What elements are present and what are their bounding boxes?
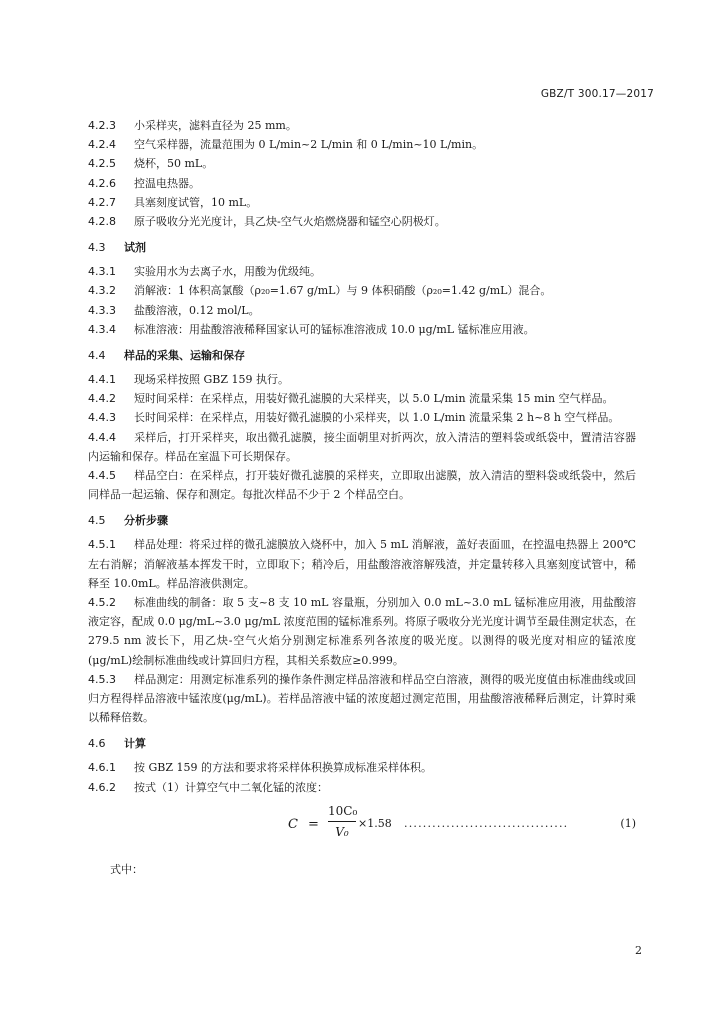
list-item: 4.6.1 按 GBZ 159 的方法和要求将采样体积换算成标准采样体积。 — [88, 761, 432, 775]
list-item: 4.6.2 按式（1）计算空气中二氧化锰的浓度： — [88, 780, 328, 794]
list-item: 4.5.2 标准曲线的制备：取 5 支~8 支 10 mL 容量瓶，分别加入 0.0 mL~3.0 mL 锰标准应用液，用盐酸溶液定容，配成 0.0 μg/mL~3.0 μg/mL 浓度范围的锰标准系列。将原子吸收分光光度计调节至最佳测定状态，在 279.5 nm 波长下，用乙炔-空气火焰分别测定标准系列各浓度的吸光度。以测得的吸光度对相应的锰浓度(μg/mL)绘制标准曲线或计算回归方程，其相关系数应≥0.999。 — [88, 596, 636, 667]
list-item: 4.3.1 实验用水为去离子水，用酸为优级纯。 — [88, 265, 321, 279]
list-item: 4.2.4 空气采样器，流量范围为 0 L/min~2 L/min 和 0 L/min~10 L/min。 — [88, 138, 484, 152]
fraction-bar — [328, 821, 356, 822]
list-item: 4.4.4 采样后，打开采样夹，取出微孔滤膜，接尘面朝里对折两次，放入清洁的塑料袋或纸袋中，置清洁容器内运输和保存。样品在室温下可长期保存。 — [88, 430, 636, 463]
list-item: 4.2.5 烧杯，50 mL。 — [88, 157, 214, 171]
list-item: 4.2.7 具塞刻度试管，10 mL。 — [88, 195, 258, 209]
formula-leader-dots: ................................... — [404, 816, 569, 830]
formula-numerator: 10C₀ — [328, 803, 358, 818]
formula-number: (1) — [620, 816, 636, 830]
formula-equals: = — [308, 816, 319, 832]
formula-fraction — [328, 803, 356, 840]
list-item: 4.3.2 消解液：1 体积高氯酸（ρ₂₀=1.67 g/mL）与 9 体积硝酸（ρ₂₀=1.42 g/mL）混合。 — [88, 284, 552, 298]
list-item: 4.3.3 盐酸溶液，0.12 mol/L。 — [88, 303, 260, 317]
list-item: 4.2.3 小采样夹，滤料直径为 25 mm。 — [88, 119, 297, 132]
formula-lhs: C — [288, 816, 298, 832]
list-item: 4.5.1 样品处理：将采过样的微孔滤膜放入烧杯中，加入 5 mL 消解液，盖好表面皿，在控温电热器上 200℃左右消解；消解液基本挥发干时，立即取下；稍冷后，用盐酸溶液溶解残渣，并定量转移入具塞刻度试管中，稀释至 10.0mL。样品溶液供测定。 — [88, 538, 636, 590]
where-label: 式中： — [110, 862, 143, 876]
section-heading-sampling: 4.4 样品的采集、运输和保存 — [88, 349, 245, 363]
standard-number-header: GBZ/T 300.17—2017 — [540, 88, 654, 100]
formula-1 — [88, 803, 636, 855]
document-body — [88, 116, 636, 877]
list-item: 4.3.4 标准溶液：用盐酸溶液稀释国家认可的锰标准溶液成 10.0 μg/mL 锰标准应用液。 — [88, 322, 535, 336]
list-item: 4.2.8 原子吸收分光光度计，具乙炔-空气火焰燃烧器和锰空心阴极灯。 — [88, 215, 446, 229]
section-heading-analysis: 4.5 分析步骤 — [88, 514, 168, 528]
formula-denominator: V₀ — [335, 824, 349, 839]
list-item: 4.4.3 长时间采样：在采样点，用装好微孔滤膜的小采样夹，以 1.0 L/min 流量采集 2 h~8 h 空气样品。 — [88, 411, 620, 425]
list-item: 4.4.1 现场采样按照 GBZ 159 执行。 — [88, 373, 289, 387]
page-number: 2 — [635, 944, 642, 957]
section-heading-calculation: 4.6 计算 — [88, 737, 146, 751]
list-item: 4.4.2 短时间采样：在采样点，用装好微孔滤膜的大采样夹，以 5.0 L/min 流量采集 15 min 空气样品。 — [88, 392, 614, 406]
list-item: 4.5.3 样品测定：用测定标准系列的操作条件测定样品溶液和样品空白溶液，测得的吸光度值由标准曲线或回归方程得样品溶液中锰浓度(μg/mL)。若样品溶液中锰的浓度超过测定范围，用盐酸溶液稀释后测定，计算时乘以稀释倍数。 — [88, 672, 636, 725]
section-heading-reagents: 4.3 试剂 — [88, 241, 146, 255]
list-item: 4.2.6 控温电热器。 — [88, 176, 200, 190]
formula-multiplier: ×1.58 — [358, 816, 392, 830]
list-item: 4.4.5 样品空白：在采样点，打开装好微孔滤膜的采样夹，立即取出滤膜，放入清洁的塑料袋或纸袋中，然后同样品一起运输、保存和测定。每批次样品不少于 2 个样品空白。 — [88, 469, 636, 502]
